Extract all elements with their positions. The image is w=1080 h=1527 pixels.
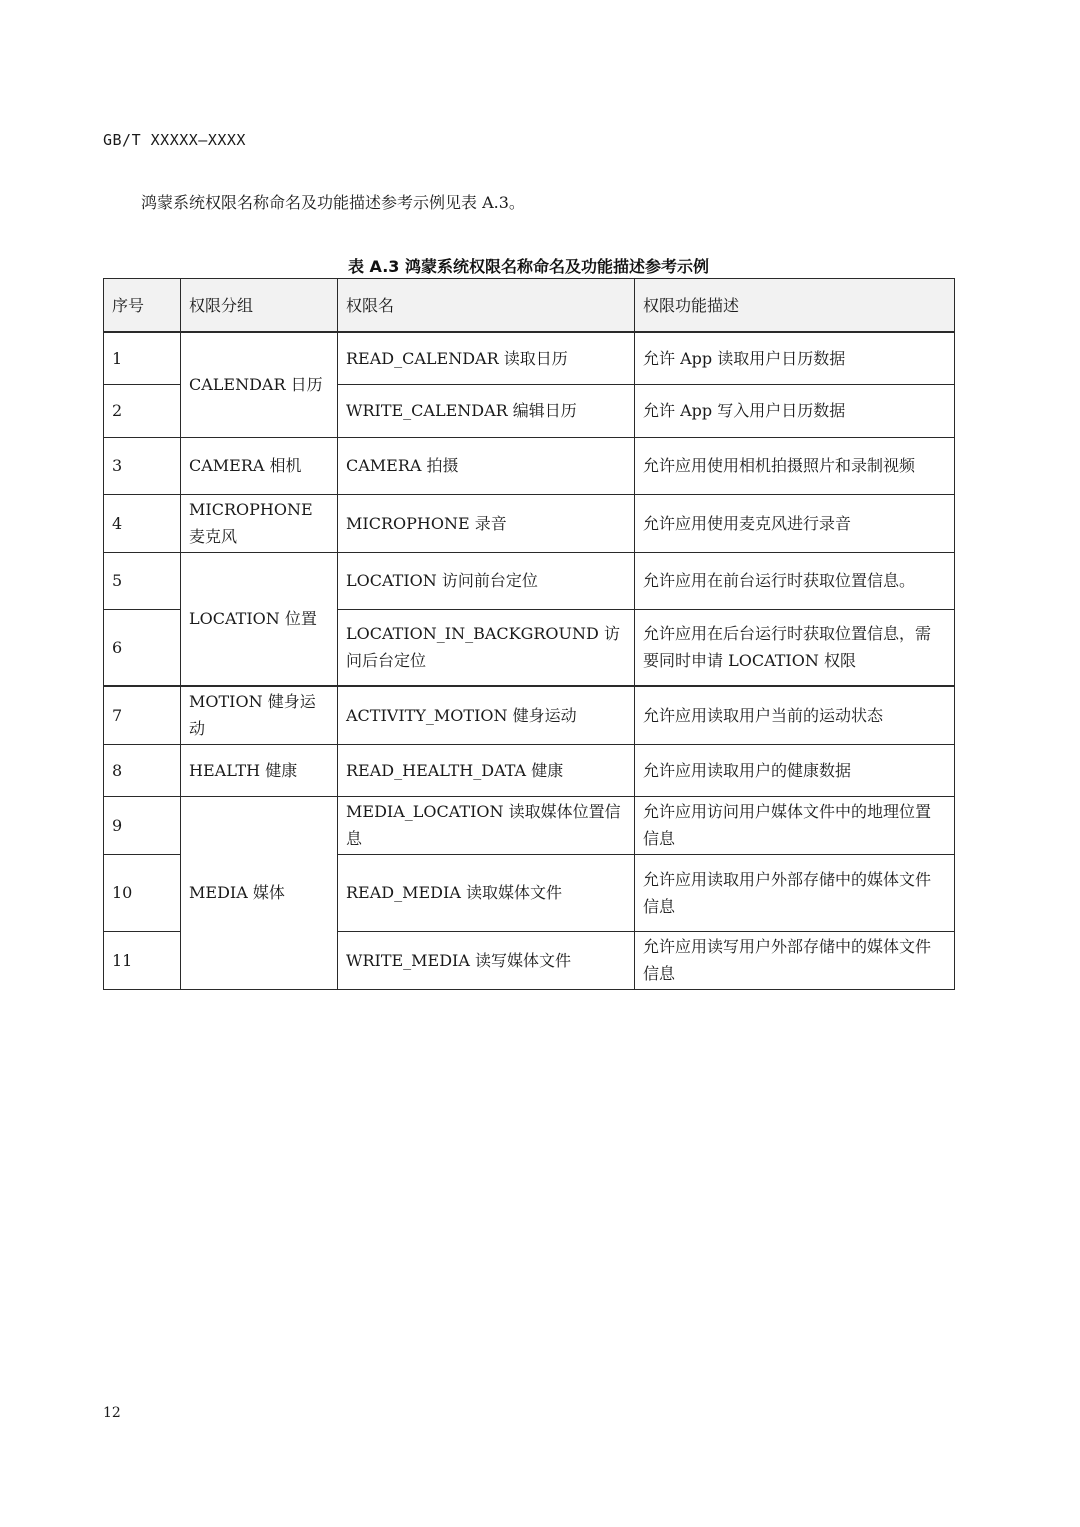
permission-name-cell: ACTIVITY_MOTION 健身运动 — [338, 686, 635, 744]
description-cell: 允许应用访问用户媒体文件中的地理位置信息 — [635, 796, 955, 854]
table-body — [104, 332, 955, 989]
group-cell-microphone: MICROPHONE 麦克风 — [181, 494, 338, 552]
table-row — [104, 437, 955, 494]
row-number-cell: 6 — [104, 609, 181, 686]
description-cell: 允许 App 读取用户日历数据 — [635, 332, 955, 384]
permission-name-cell: LOCATION 访问前台定位 — [338, 552, 635, 609]
permission-name-cell: READ_HEALTH_DATA 健康 — [338, 744, 635, 796]
permission-name-cell: LOCATION_IN_BACKGROUND 访问后台定位 — [338, 609, 635, 686]
group-cell-calendar: CALENDAR 日历 — [181, 332, 338, 437]
description-cell: 允许应用使用麦克风进行录音 — [635, 494, 955, 552]
intro-paragraph: 鸿蒙系统权限名称命名及功能描述参考示例见表 A.3。 — [141, 193, 525, 212]
permission-name-cell: READ_CALENDAR 读取日历 — [338, 332, 635, 384]
row-number-cell: 7 — [104, 686, 181, 744]
header-cell-description: 权限功能描述 — [635, 279, 955, 333]
group-cell-camera: CAMERA 相机 — [181, 437, 338, 494]
header-cell-permission: 权限名 — [338, 279, 635, 333]
table-header-row — [104, 279, 955, 333]
description-cell: 允许应用使用相机拍摄照片和录制视频 — [635, 437, 955, 494]
table-row — [104, 332, 955, 384]
row-number-cell: 5 — [104, 552, 181, 609]
permission-name-cell: READ_MEDIA 读取媒体文件 — [338, 854, 635, 931]
group-cell-location: LOCATION 位置 — [181, 552, 338, 686]
permission-name-cell: MICROPHONE 录音 — [338, 494, 635, 552]
table-row — [104, 494, 955, 552]
row-number-cell: 2 — [104, 384, 181, 437]
row-number-cell: 9 — [104, 796, 181, 854]
row-number-cell: 11 — [104, 931, 181, 989]
row-number-cell: 3 — [104, 437, 181, 494]
page-number: 12 — [103, 1405, 121, 1421]
table-header — [104, 279, 955, 333]
description-cell: 允许 App 写入用户日历数据 — [635, 384, 955, 437]
group-cell-motion: MOTION 健身运动 — [181, 686, 338, 744]
document-standard-code: GB/T XXXXX—XXXX — [103, 131, 246, 149]
row-number-cell: 8 — [104, 744, 181, 796]
description-cell: 允许应用读取用户当前的运动状态 — [635, 686, 955, 744]
description-cell: 允许应用在前台运行时获取位置信息。 — [635, 552, 955, 609]
description-cell: 允许应用在后台运行时获取位置信息，需要同时申请 LOCATION 权限 — [635, 609, 955, 686]
permission-name-cell: MEDIA_LOCATION 读取媒体位置信息 — [338, 796, 635, 854]
table-row — [104, 796, 955, 854]
permission-name-cell: WRITE_CALENDAR 编辑日历 — [338, 384, 635, 437]
permission-name-cell: CAMERA 拍摄 — [338, 437, 635, 494]
description-cell: 允许应用读取用户外部存储中的媒体文件信息 — [635, 854, 955, 931]
table-row — [104, 686, 955, 744]
group-cell-media: MEDIA 媒体 — [181, 796, 338, 989]
table-row — [104, 744, 955, 796]
permission-name-cell: WRITE_MEDIA 读写媒体文件 — [338, 931, 635, 989]
row-number-cell: 1 — [104, 332, 181, 384]
group-cell-health: HEALTH 健康 — [181, 744, 338, 796]
permissions-table — [103, 278, 955, 990]
header-cell-group: 权限分组 — [181, 279, 338, 333]
table-row — [104, 552, 955, 609]
row-number-cell: 10 — [104, 854, 181, 931]
row-number-cell: 4 — [104, 494, 181, 552]
description-cell: 允许应用读写用户外部存储中的媒体文件信息 — [635, 931, 955, 989]
table-caption: 表 A.3 鸿蒙系统权限名称命名及功能描述参考示例 — [347, 257, 710, 276]
header-cell-number: 序号 — [104, 279, 181, 333]
description-cell: 允许应用读取用户的健康数据 — [635, 744, 955, 796]
